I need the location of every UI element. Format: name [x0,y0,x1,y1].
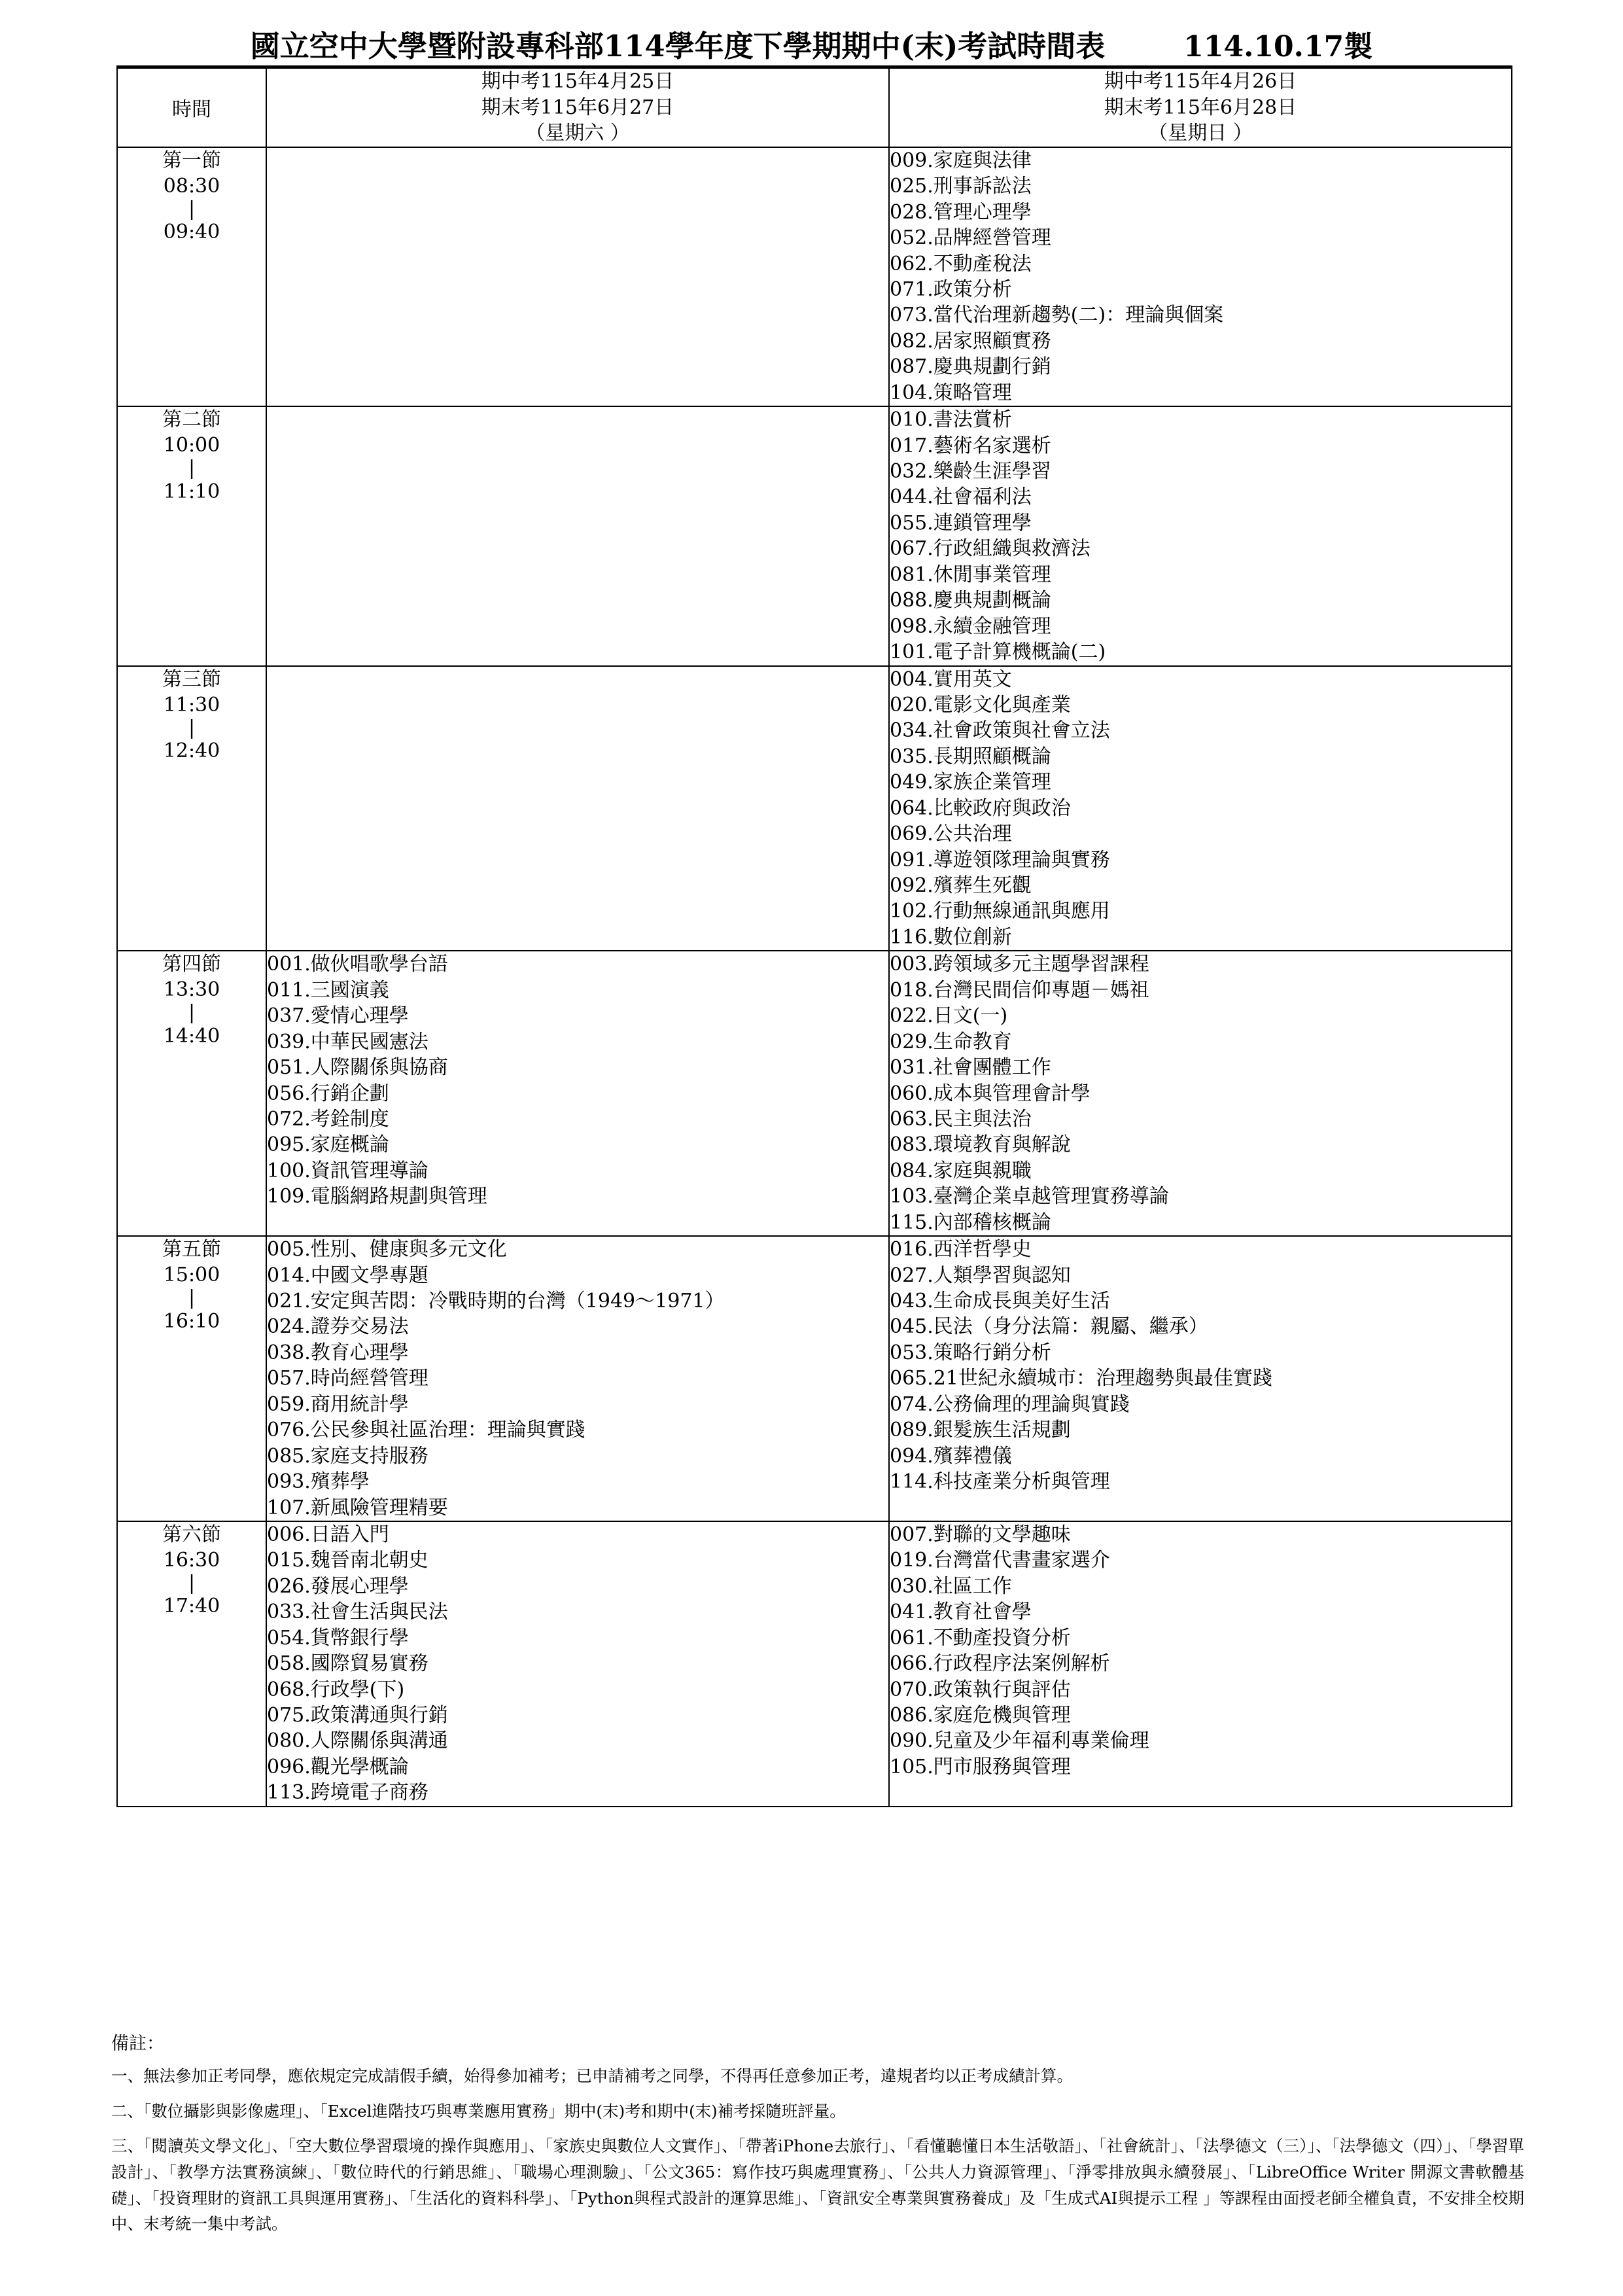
course-item: 070.政策執行與評估 [890,1678,1071,1701]
course-item: 067.行政組織與救濟法 [890,537,1091,561]
course-item: 032.樂齡生涯學習 [890,460,1051,484]
saturday-course-cell [266,147,889,406]
notes-title: 備註： [111,2034,164,2054]
period-period: 第三節 [162,667,221,691]
course-item: 007.對聯的文學趣味 [890,1523,1071,1546]
table-row [117,147,1512,406]
saturday-course-cell [266,1521,889,1807]
period-start: 16:30 [163,1548,220,1572]
course-item: 059.商用統計學 [267,1392,409,1416]
course-item: 095.家庭概論 [267,1133,389,1157]
course-item: 093.殯葬學 [267,1470,370,1494]
period-time-cell [117,147,266,406]
course-item: 101.電子計算機概論(二) [890,641,1106,664]
course-item: 014.中國文學專題 [267,1263,428,1287]
header-row [117,67,1512,147]
course-item: 096.觀光學概論 [267,1755,409,1778]
sunday-course-cell [889,406,1512,665]
course-item: 027.人類學習與認知 [890,1263,1071,1287]
course-item: 074.公務倫理的理論與實踐 [890,1392,1130,1416]
course-item: 022.日文(一) [890,1004,1008,1028]
course-item: 054.貨幣銀行學 [267,1626,409,1650]
header-saturday-midterm: 期中考115年4月25日 [481,70,674,93]
header-sunday-midterm: 期中考115年4月26日 [1104,70,1297,93]
period-dash: | [188,457,196,480]
course-item: 089.銀髮族生活規劃 [890,1419,1071,1442]
notes-section [111,2035,1524,2237]
course-item: 056.行銷企劃 [267,1082,389,1105]
course-item: 105.門市服務與管理 [890,1755,1071,1778]
table-row [117,1521,1512,1807]
table-header [117,67,1512,147]
course-item: 109.電腦網路規劃與管理 [267,1185,487,1209]
header-time: 時間 [117,67,266,147]
header-saturday [266,67,889,147]
title-row [0,22,1623,65]
period-period: 第四節 [162,953,221,976]
course-item: 073.當代治理新趨勢(二)：理論與個案 [890,304,1224,327]
period-end: 14:40 [163,1024,220,1048]
period-end: 12:40 [163,739,220,763]
period-time-cell [117,666,266,951]
course-item: 082.居家照顧實務 [890,329,1051,353]
course-item: 062.不動產稅法 [890,252,1032,275]
course-item: 066.行政程序法案例解析 [890,1652,1110,1676]
header-sunday [889,67,1512,147]
course-item: 090.兒童及少年福利專業倫理 [890,1729,1149,1753]
course-item: 041.教育社會學 [890,1600,1032,1624]
course-item: 094.殯葬禮儀 [890,1444,1012,1468]
course-item: 019.台灣當代書畫家選介 [890,1549,1110,1572]
course-item: 039.中華民國憲法 [267,1030,428,1053]
print-date: 114.10.17製 [1183,30,1373,63]
course-item: 081.休閒事業管理 [890,563,1051,586]
table-row [117,406,1512,665]
period-time-cell [117,1236,266,1521]
course-item: 003.跨領域多元主題學習課程 [890,953,1149,976]
period-end: 09:40 [163,221,220,244]
course-item: 116.數位創新 [890,925,1012,949]
course-item: 035.長期照顧概論 [890,745,1051,768]
course-item: 107.新風險管理精要 [267,1496,448,1519]
course-item: 065.21世紀永續城市：治理趨勢與最佳實踐 [890,1367,1272,1390]
course-item: 115.內部稽核概論 [890,1210,1051,1234]
course-item: 113.跨境電子商務 [267,1781,428,1805]
period-time-cell [117,1521,266,1807]
course-item: 034.社會政策與社會立法 [890,719,1110,743]
course-item: 075.政策溝通與行銷 [267,1704,448,1727]
course-item: 055.連鎖管理學 [890,511,1032,535]
course-item: 084.家庭與親職 [890,1159,1032,1182]
course-item: 025.刑事訴訟法 [890,175,1032,198]
course-item: 017.藝術名家選析 [890,434,1051,457]
course-item: 010.書法賞析 [890,408,1012,432]
note-item-2: 二、「數位攝影與影像處理」、「Excel進階技巧與專業應用實務」期中(末)考和期中(末)補考採隨班評量。 [111,2101,846,2121]
exam-schedule-table [116,65,1512,1807]
course-item: 038.教育心理學 [267,1341,409,1364]
period-period: 第一節 [162,149,221,172]
course-item: 052.品牌經營管理 [890,226,1051,250]
saturday-course-cell [266,1236,889,1521]
course-item: 015.魏晉南北朝史 [267,1549,428,1572]
course-item: 072.考銓制度 [267,1107,389,1131]
period-dash: | [188,716,196,739]
note-item-3: 三、「閱讀英文學文化」、「空大數位學習環境的操作與應用」、「家族史與數位人文實作」、「帶著iPhone去旅行」、「看懂聽懂日本生活敬語」、「社會統計」、「法學德文（三）」、「法學德文（四）」、「學習單設計」、「教學方法實務演練」、「數位時代的行銷思維」、「職場心理測驗」、「公文365：寫作技巧與處理實務」、「公共人力資源管理」、「淨零排放與永續發展」、「LibreOffice Writer 開源文書軟體基礎」、「投資理財的資訊工具與運用實務」、「生活化的資料科學」、「Python與程式設計的運算思維」、「資訊安全專業與實務養成」及「生成式AI與提示工程 」等課程由面授老師全權負責，不安排全校期中、末考統一集中考試。 [111,2136,1524,2234]
course-item: 064.比較政府與政治 [890,796,1071,820]
period-end: 11:10 [163,480,220,503]
course-item: 103.臺灣企業卓越管理實務導論 [890,1185,1169,1209]
header-saturday-weekday: （星期六 ） [525,122,630,145]
period-start: 10:00 [163,434,220,457]
course-item: 100.資訊管理導論 [267,1159,428,1182]
sunday-course-cell [889,147,1512,406]
course-item: 088.慶典規劃概論 [890,589,1051,612]
period-period: 第六節 [162,1523,221,1546]
course-item: 058.國際貿易實務 [267,1652,428,1676]
course-item: 104.策略管理 [890,381,1012,404]
period-end: 16:10 [163,1309,220,1333]
course-item: 044.社會福利法 [890,486,1032,509]
table-row [117,666,1512,951]
period-dash: | [188,197,196,221]
course-item: 091.導遊領隊理論與實務 [890,848,1110,872]
course-item: 053.策略行銷分析 [890,1341,1051,1364]
course-item: 049.家族企業管理 [890,771,1051,794]
table-row [117,1236,1512,1521]
course-item: 092.殯葬生死觀 [890,874,1032,898]
course-item: 043.生命成長與美好生活 [890,1290,1110,1313]
header-sunday-weekday: （星期日 ） [1148,122,1253,145]
note-item-1: 一、無法參加正考同學，應依規定完成請假手續，始得參加補考；已申請補考之同學，不得再任意參加正考，違規者均以正考成績計算。 [111,2066,1073,2085]
course-item: 005.性別、健康與多元文化 [267,1238,507,1262]
course-item: 087.慶典規劃行銷 [890,355,1051,379]
header-saturday-final: 期末考115年6月27日 [481,96,674,119]
period-period: 第二節 [162,408,221,432]
table-body [117,147,1512,1807]
course-item: 057.時尚經營管理 [267,1367,428,1390]
course-item: 004.實用英文 [890,667,1012,691]
course-item: 030.社區工作 [890,1574,1012,1598]
course-item: 028.管理心理學 [890,200,1032,224]
period-dash: | [188,1001,196,1025]
course-item: 045.民法（身分法篇：親屬、繼承） [890,1315,1208,1339]
period-start: 08:30 [163,174,220,198]
sunday-course-cell [889,1236,1512,1521]
course-item: 051.人際關係與協商 [267,1056,448,1080]
period-end: 17:40 [163,1595,220,1618]
course-item: 037.愛情心理學 [267,1004,409,1028]
course-item: 001.做伙唱歌學台語 [267,953,448,976]
course-item: 085.家庭支持服務 [267,1444,428,1468]
course-item: 021.安定與苦悶：冷戰時期的台灣（1949～1971） [267,1290,725,1313]
course-item: 102.行動無線通訊與應用 [890,900,1110,923]
course-item: 020.電影文化與產業 [890,693,1071,716]
saturday-course-cell [266,666,889,951]
course-item: 016.西洋哲學史 [890,1238,1032,1262]
saturday-course-cell [266,951,889,1236]
course-item: 068.行政學(下) [267,1678,405,1701]
course-item: 031.社會團體工作 [890,1056,1051,1080]
course-item: 063.民主與法治 [890,1107,1032,1131]
sunday-course-cell [889,1521,1512,1807]
course-item: 071.政策分析 [890,277,1012,301]
course-item: 098.永續金融管理 [890,614,1051,638]
course-item: 009.家庭與法律 [890,149,1032,172]
period-dash: | [188,1286,196,1310]
course-item: 069.公共治理 [890,822,1012,846]
sunday-course-cell [889,951,1512,1236]
course-item: 076.公民參與社區治理：理論與實踐 [267,1419,585,1442]
course-item: 033.社會生活與民法 [267,1600,448,1624]
saturday-course-cell [266,406,889,665]
page-title: 國立空中大學暨附設專科部114學年度下學期期中(末)考試時間表 [250,29,1106,63]
period-start: 11:30 [163,693,220,716]
period-start: 15:00 [163,1263,220,1287]
course-item: 029.生命教育 [890,1030,1012,1053]
course-item: 114.科技產業分析與管理 [890,1470,1110,1494]
period-time-cell [117,951,266,1236]
period-period: 第五節 [162,1238,221,1262]
course-item: 061.不動產投資分析 [890,1626,1071,1650]
course-item: 018.台灣民間信仰專題－媽祖 [890,978,1149,1002]
period-time-cell [117,406,266,665]
course-item: 011.三國演義 [267,978,389,1002]
course-item: 024.證券交易法 [267,1315,409,1339]
course-item: 006.日語入門 [267,1523,389,1546]
course-item: 060.成本與管理會計學 [890,1082,1091,1105]
course-item: 080.人際關係與溝通 [267,1729,448,1753]
course-item: 026.發展心理學 [267,1574,409,1598]
header-sunday-final: 期末考115年6月28日 [1104,96,1297,119]
period-start: 13:30 [163,978,220,1002]
course-item: 083.環境教育與解說 [890,1133,1071,1157]
sunday-course-cell [889,666,1512,951]
course-item: 086.家庭危機與管理 [890,1704,1071,1727]
table-row [117,951,1512,1236]
period-dash: | [188,1571,196,1595]
